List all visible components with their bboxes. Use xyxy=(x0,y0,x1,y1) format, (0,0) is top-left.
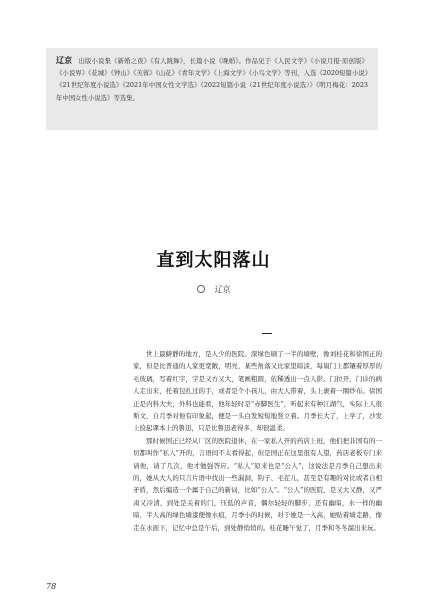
byline-author: 辽京 xyxy=(214,285,231,294)
author-bio-box xyxy=(46,48,378,130)
section-dash xyxy=(262,333,272,334)
article-title: 直到太阳落山 xyxy=(156,250,271,271)
body-paragraph: 那时候国正已经从厂区的医院退休，在一家私人开的药店上班，他们把非国有的一切都叫作“私人”开的，言语间不太看得起，但是国正在这里很有人望，药店老板专门来请他，请了几次，他才勉强答应。“私人”原来也是“公人”，这说法是月季自己想出来的，她从大人的只言片语中找出一些漏洞，钩子、毛茬儿，甚至是有趣的对比或者自相矛盾，然后编造一个属于自己的新词，比如“公人”。“公人”的医院，是又大又静，又严肃又冷清，到处是关着的门，压低的声音，偶尔轻轻的脚步，还有幽暗，水一样的幽暗，半人高的绿色墙漆便像水痕，月季小的时候，对于她是一入高，她贴着墙走路，像走在水面下，记忆中总是午后，到处静悄悄的。桂花睡午觉了，月季和冬冬溜出来玩。 xyxy=(133,436,382,532)
circle-bullet-icon xyxy=(197,285,205,293)
page-number: 78 xyxy=(46,582,57,591)
article-body xyxy=(133,348,382,534)
bio-author-name: 辽京 xyxy=(56,55,73,65)
body-paragraph: 世上最僻静的地方，是人少的医院。深绿色刷了一半的墙壁，像刘桂花和徐国正的家，但是比普通的人家更宽敞、明亮，某些角落又比家里暗淡，每扇门上都镶着厚厚的毛玻璃，写着红字，字是又方又大，笔画粗圆，依稀透出一点人影。门拉开，门诊的病人走出来，托着包扎过的手，或者是个小孩儿，由大人带着，头上裹着一圈纱布。徐国正是内科大夫，外科也能看，他年轻时是“赤脚医生”，听起来有种江湖气，实际上人很斯文，自月季对他有印象起，便是一头白发短短地竖立着。月季长大了，上学了，沙发上捡起课本上的鲁迅，只是比鲁迅老得多，却很温柔。 xyxy=(133,350,382,433)
byline xyxy=(0,284,427,295)
bio-text: 出版小说集《新婚之夜》《有人跳舞》，长篇小说《晚婚》。作品见于《人民文学》《小说月报·原创版》《小说界》《花城》《钟山》《芙蓉》《山花》《青年文学》《上海文学》《小鸟文学》等刊，入选《2020短篇小说》《21世纪年度小说选》《2021年中国女性文学选》《2022短篇小说（21世纪年度小说选）》《明月梅花：2023年中国女性小说选》等选集。 xyxy=(56,57,368,102)
